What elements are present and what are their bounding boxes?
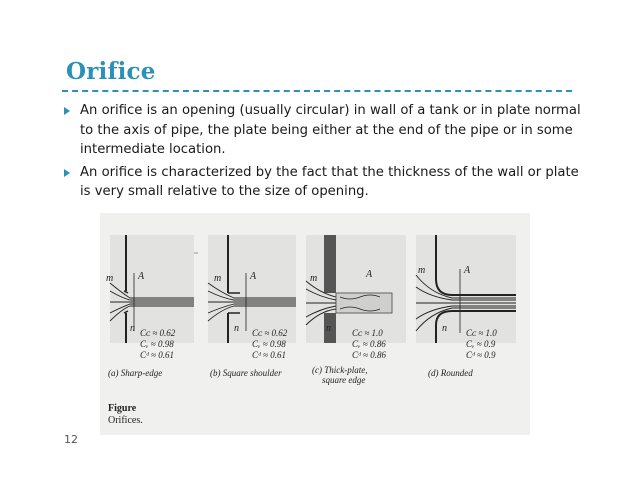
label-m: m: [214, 273, 222, 284]
panel-label: (c) Thick-plate,: [312, 365, 368, 375]
coef-cd: Cᵈ ≈ 0.61: [140, 350, 174, 360]
coef-cd: Cᵈ ≈ 0.9: [466, 350, 496, 360]
bullet-item: [62, 163, 582, 202]
coef-cd: Cᵈ ≈ 0.86: [352, 350, 386, 360]
coef-cc: Cᴄ ≈ 1.0: [466, 328, 497, 338]
coef-cv: Cᵥ ≈ 0.98: [252, 339, 286, 349]
panel-square-shoulder: [208, 235, 296, 343]
panel-label: (b) Square shoulder: [210, 368, 282, 378]
label-a: A: [464, 265, 471, 276]
label-m: m: [310, 273, 318, 284]
label-m: m: [418, 265, 426, 276]
panel-rounded: [416, 235, 516, 343]
label-a: A: [138, 271, 145, 282]
label-a: A: [366, 269, 373, 280]
coef-cc: Cᴄ ≈ 1.0: [352, 328, 383, 338]
label-n: n: [442, 323, 447, 334]
bullet-text: An orifice is characterized by the fact that the thickness of the wall or plate is very small relative to the size of opening.: [80, 164, 579, 199]
panel-thick-plate: [306, 235, 406, 343]
coef-cc: Cᴄ ≈ 0.62: [140, 328, 176, 338]
coef-cv: Cᵥ ≈ 0.86: [352, 339, 386, 349]
panel-sharp-edge: [110, 235, 198, 343]
panel-label: (a) Sharp-edge: [108, 368, 163, 378]
bullet-arrow-icon: [64, 107, 70, 115]
label-n: n: [326, 323, 331, 334]
label-a: A: [250, 271, 257, 282]
slide-title: Orifice: [66, 58, 156, 85]
bullet-arrow-icon: [64, 169, 70, 177]
bullet-text: An orifice is an opening (usually circular) in wall of a tank or in plate normal to the axis of pipe, the plate being either at the end of the pipe or in some intermediate location.: [80, 103, 581, 157]
label-n: n: [234, 323, 239, 334]
figure-heading: Figure: [108, 403, 137, 414]
bullet-item: [62, 101, 582, 160]
panel-label: (d) Rounded: [428, 368, 473, 378]
label-m: m: [106, 273, 114, 284]
coef-cv: Cᵥ ≈ 0.98: [140, 339, 174, 349]
coef-cv: Cᵥ ≈ 0.9: [466, 339, 496, 349]
figure-caption: Orifices.: [108, 415, 143, 426]
coef-cc: Cᴄ ≈ 0.62: [252, 328, 288, 338]
orifice-diagram: [100, 213, 530, 435]
bullet-list: [62, 101, 582, 205]
orifice-figure: [100, 213, 530, 435]
label-n: n: [130, 323, 135, 334]
title-divider: [62, 90, 572, 92]
page-number: 12: [64, 433, 78, 446]
panel-label-line2: square edge: [322, 375, 366, 385]
coef-cd: Cᵈ ≈ 0.61: [252, 350, 286, 360]
